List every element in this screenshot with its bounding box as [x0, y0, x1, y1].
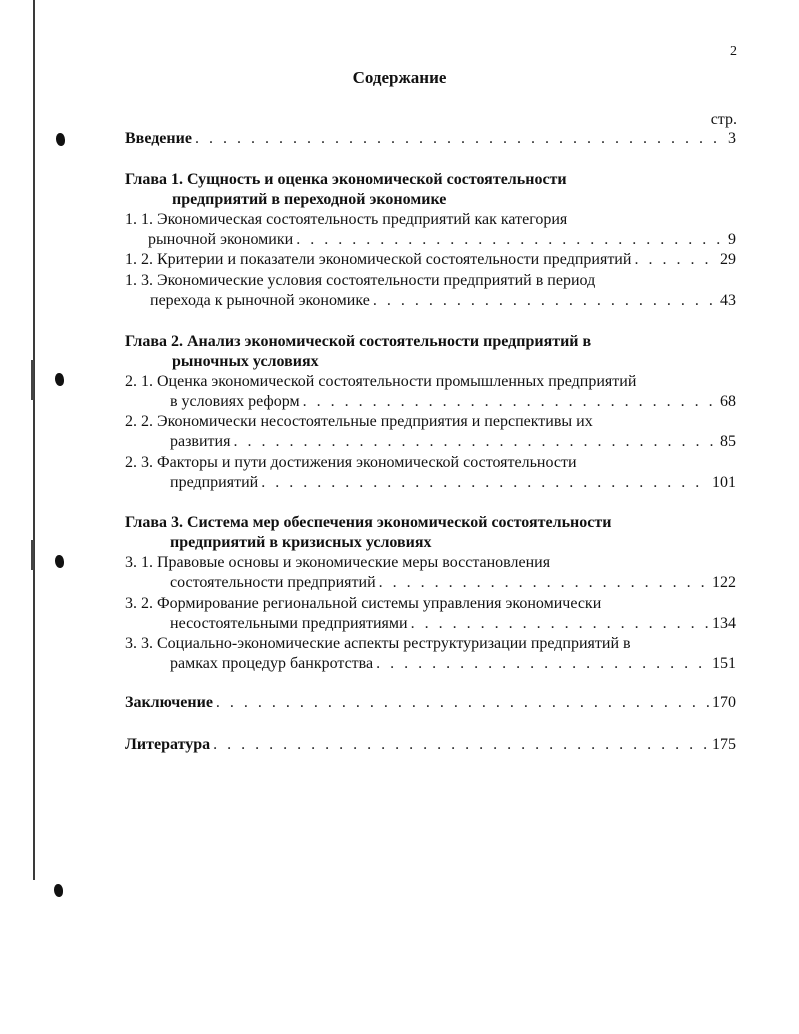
leader-dots — [261, 473, 709, 493]
toc-entry-text: перехода к рыночной экономике — [150, 292, 370, 309]
leader-dots — [303, 392, 717, 412]
toc-entry-literature — [125, 735, 736, 755]
toc-page-number: 3 — [728, 130, 736, 147]
toc-entry-text: рамках процедур банкротства — [170, 655, 374, 672]
section-2-3-cont — [170, 473, 736, 493]
toc-page-number: 151 — [712, 655, 736, 672]
punch-hole-mark — [55, 373, 64, 386]
chapter-3-title-cont: предприятий в кризисных условиях — [170, 534, 432, 551]
leader-dots — [233, 432, 717, 452]
page-title: Содержание — [352, 68, 447, 87]
section-3-2-cont — [170, 614, 736, 634]
chapter-1-title-cont: предприятий в переходной экономике — [172, 191, 447, 208]
binding-edge-line — [33, 0, 35, 880]
toc-page-number: 43 — [720, 292, 736, 309]
punch-hole-mark — [55, 555, 64, 568]
leader-dots — [379, 573, 709, 593]
toc-entry-intro — [125, 129, 736, 149]
section-2-1-cont — [170, 392, 736, 412]
toc-page-number: 170 — [712, 694, 736, 711]
punch-hole-mark — [54, 884, 63, 897]
page-column-label: стр. — [710, 111, 737, 128]
toc-entry-text: 1. 2. Критерии и показатели экономической состоятельности предприятий — [125, 251, 632, 268]
toc-page-number: 29 — [720, 251, 736, 268]
toc-page-number: 134 — [712, 615, 736, 632]
chapter-2-title: Глава 2. Анализ экономической состоятельности предприятий в — [125, 333, 592, 350]
page-number: 2 — [730, 44, 737, 59]
toc-page-number: 9 — [728, 231, 736, 248]
section-1-1-cont — [148, 230, 736, 250]
toc-entry-text: Заключение — [125, 694, 213, 711]
section-2-2-cont — [170, 432, 736, 452]
section-3-1-cont — [170, 573, 736, 593]
section-3-3: 3. 3. Социально-экономические аспекты реструктуризации предприятий в — [125, 635, 631, 652]
punch-hole-mark — [56, 133, 65, 146]
leader-dots — [296, 230, 725, 250]
section-2-2: 2. 2. Экономически несостоятельные предприятия и перспективы их — [125, 413, 593, 430]
toc-page-number: 68 — [720, 393, 736, 410]
section-3-3-cont — [170, 654, 736, 674]
section-1-1: 1. 1. Экономическая состоятельность предприятий как категория — [125, 211, 568, 228]
section-2-3: 2. 3. Факторы и пути достижения экономической состоятельности — [125, 454, 577, 471]
section-3-2: 3. 2. Формирование региональной системы управления экономически — [125, 595, 602, 612]
toc-entry-text: в условиях реформ — [170, 393, 300, 410]
toc-entry-text: состоятельности предприятий — [170, 574, 376, 591]
leader-dots — [411, 614, 709, 634]
toc-entry-conclusion — [125, 693, 736, 713]
binding-tick — [31, 540, 34, 570]
leader-dots — [213, 735, 709, 755]
toc-entry-text: Введение — [125, 130, 192, 147]
leader-dots — [376, 654, 709, 674]
section-2-1: 2. 1. Оценка экономической состоятельности промышленных предприятий — [125, 373, 637, 390]
toc-entry-text: рыночной экономики — [148, 231, 294, 248]
leader-dots — [216, 693, 709, 713]
toc-entry-text: предприятий — [170, 474, 259, 491]
toc-page-number: 85 — [720, 433, 736, 450]
toc-entry-text: развития — [170, 433, 231, 450]
leader-dots — [373, 291, 717, 311]
section-3-1: 3. 1. Правовые основы и экономические меры восстановления — [125, 554, 551, 571]
binding-tick — [31, 360, 34, 400]
section-1-2 — [125, 250, 736, 270]
toc-entry-text: Литература — [125, 736, 211, 753]
toc-page-number: 175 — [712, 736, 736, 753]
toc-entry-text: несостоятельными предприятиями — [170, 615, 408, 632]
leader-dots — [195, 129, 725, 149]
chapter-2-title-cont: рыночных условиях — [172, 353, 319, 370]
section-1-3-cont — [150, 291, 736, 311]
chapter-1-title: Глава 1. Сущность и оценка экономической состоятельности — [125, 171, 567, 188]
toc-page-number: 122 — [712, 574, 736, 591]
chapter-3-title: Глава 3. Система мер обеспечения экономической состоятельности — [125, 514, 612, 531]
leader-dots — [634, 250, 717, 270]
toc-page-number: 101 — [712, 474, 736, 491]
section-1-3: 1. 3. Экономические условия состоятельности предприятий в период — [125, 272, 596, 289]
